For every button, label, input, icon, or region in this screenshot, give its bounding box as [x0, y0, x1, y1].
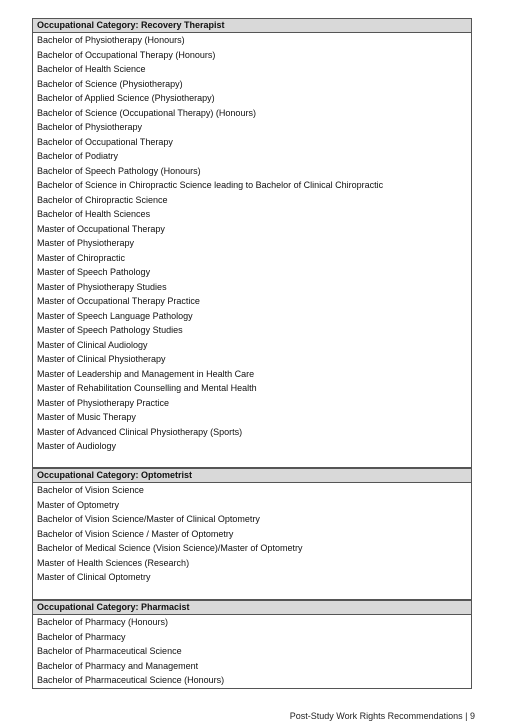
course-row: Bachelor of Health Science: [37, 64, 146, 74]
course-row: Bachelor of Vision Science/Master of Clinical Optometry: [37, 514, 260, 524]
course-row: Bachelor of Vision Science: [37, 485, 144, 495]
course-row: Bachelor of Pharmacy: [37, 631, 126, 642]
course-row: Bachelor of Occupational Therapy (Honours): [37, 49, 216, 60]
course-row: Master of Chiropractic: [37, 252, 126, 263]
course-row: Bachelor of Physiotherapy (Honours): [37, 35, 185, 45]
course-row: Bachelor of Vision Science / Master of Optometry: [37, 528, 234, 539]
page-footer: Post-Study Work Rights Recommendations | 9: [289, 711, 475, 721]
course-row: Master of Physiotherapy Studies: [37, 281, 167, 292]
category-header: Occupational Category: Recovery Therapist: [33, 19, 471, 33]
category-header: Occupational Category: Pharmacist: [33, 601, 471, 615]
course-row: Master of Clinical Physiotherapy: [37, 354, 166, 364]
course-row: Master of Physiotherapy Practice: [37, 397, 170, 408]
course-row: Bachelor of Applied Science (Physiotherapy): [37, 93, 215, 103]
course-row: Bachelor of Medical Science (Vision Science)/Master of Optometry: [37, 543, 303, 553]
course-row: Bachelor of Pharmacy and Management: [37, 660, 199, 671]
course-row: Bachelor of Health Sciences: [37, 209, 151, 219]
course-row: Bachelor of Podiatry: [37, 151, 119, 161]
course-list: [33, 483, 471, 585]
course-row: Master of Speech Pathology: [37, 267, 151, 277]
course-row: Bachelor of Pharmaceutical Science: [37, 646, 182, 656]
course-row: Master of Audiology: [37, 441, 117, 451]
course-row: Bachelor of Pharmacy (Honours): [37, 617, 169, 627]
course-list: [33, 615, 471, 688]
course-row: Master of Clinical Optometry: [37, 572, 151, 582]
course-row: Master of Occupational Therapy Practice: [37, 296, 200, 306]
course-row: Bachelor of Pharmaceutical Science (Honours): [37, 675, 225, 685]
course-row: Master of Occupational Therapy: [37, 223, 165, 234]
course-row: Master of Speech Language Pathology: [37, 310, 193, 321]
course-row: Master of Music Therapy: [37, 412, 136, 422]
course-list: [33, 33, 471, 454]
category-table-recovery-therapist: [32, 18, 472, 468]
course-row: Master of Clinical Audiology: [37, 339, 148, 350]
course-row: Master of Rehabilitation Counselling and Mental Health: [37, 383, 257, 393]
course-row: Master of Optometry: [37, 499, 120, 510]
category-table-pharmacist: [32, 600, 472, 689]
category-table-optometrist: [32, 468, 472, 600]
category-header: Occupational Category: Optometrist: [33, 469, 471, 483]
course-row: Bachelor of Occupational Therapy: [37, 136, 173, 147]
course-row: Master of Leadership and Management in Health Care: [37, 368, 255, 379]
course-row: Bachelor of Science (Physiotherapy): [37, 78, 183, 89]
course-row: Bachelor of Science in Chiropractic Science leading to Bachelor of Clinical Chiropractic: [37, 180, 384, 190]
course-row: Bachelor of Chiropractic Science: [37, 194, 168, 205]
course-row: Bachelor of Science (Occupational Therapy) (Honours): [37, 107, 256, 118]
course-row: Bachelor of Physiotherapy: [37, 122, 143, 132]
course-row: Master of Speech Pathology Studies: [37, 325, 183, 335]
course-row: Master of Health Sciences (Research): [37, 557, 190, 568]
course-row: Master of Physiotherapy: [37, 238, 135, 248]
course-row: Master of Advanced Clinical Physiotherapy (Sports): [37, 426, 243, 437]
course-row: Bachelor of Speech Pathology (Honours): [37, 165, 201, 176]
